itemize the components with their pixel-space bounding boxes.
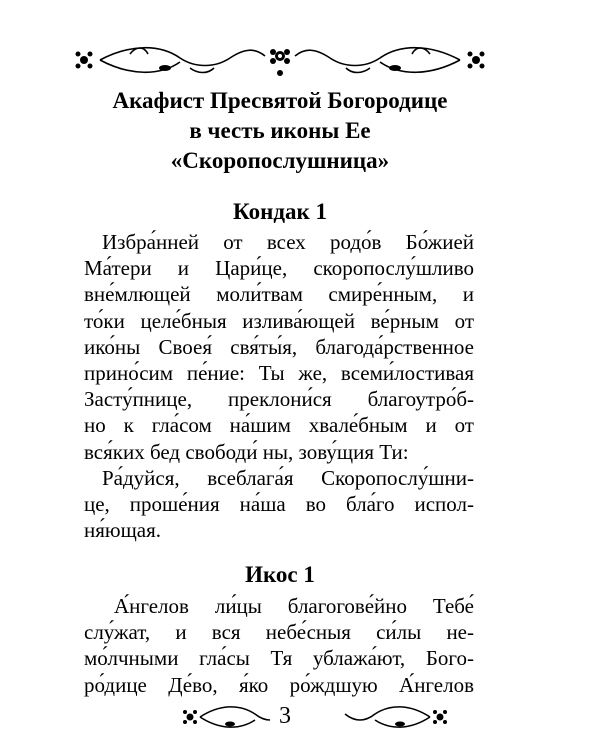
rejoice-paragraph <box>84 465 474 544</box>
ikos-heading: Икос 1 <box>245 562 315 587</box>
text-line: А́нгелов ли́цы благогове́йно Тебе́ <box>114 594 474 618</box>
text-line: ро́дице Де́во, я́ко ро́ждшую А́нгелов <box>84 672 474 697</box>
text-line: то́ки целе́бныя излива́ющей ве́рным от <box>84 308 474 333</box>
text-line: Избра́нней от всех родо́в Бо́жией <box>102 230 474 254</box>
text-line: мо́лчными гла́сы Тя ублажа́ют, Бого- <box>84 646 474 671</box>
kondak-paragraph <box>84 229 474 465</box>
page-number: 3 <box>270 698 300 734</box>
text-line: вся́ких бед свободи́ ны, зову́щия Ти: <box>84 439 409 464</box>
floral-ornament-top-icon <box>70 40 490 80</box>
title-line: в честь иконы Ее <box>189 118 371 143</box>
text-line: Засту́пнице, преклони́ся благоутро́б- <box>84 387 474 412</box>
text-line: вне́млющей моли́твам смире́нным, и <box>84 282 474 307</box>
text-line: Ма́тери и Цари́це, скоропослу́шливо <box>84 256 474 281</box>
text-line: ико́ны Своея́ свя́ты́я, благода́рственное <box>84 334 474 359</box>
page-title <box>60 86 500 176</box>
text-line: прино́сим пе́ние: Ты же, всеми́лостивая <box>84 360 474 385</box>
text-line: слу́жат, и вся небе́сныя си́лы не- <box>84 620 474 645</box>
text-line: Ра́дуйся, всеблага́я Скоропослу́шни- <box>102 466 474 490</box>
title-line: Акафист Пресвятой Богородице <box>112 88 448 113</box>
floral-ornament-bottom-icon <box>180 698 450 736</box>
title-line: «Скоропослушница» <box>170 148 390 173</box>
ikos-paragraph <box>84 593 474 698</box>
text-line: но к гла́сом на́шим хвале́бным и от <box>84 413 474 438</box>
kondak-heading: Кондак 1 <box>233 199 327 224</box>
text-line: це, проше́ния на́ша во бла́го испол- <box>84 492 474 517</box>
text-line: ня́ющая. <box>84 518 161 543</box>
